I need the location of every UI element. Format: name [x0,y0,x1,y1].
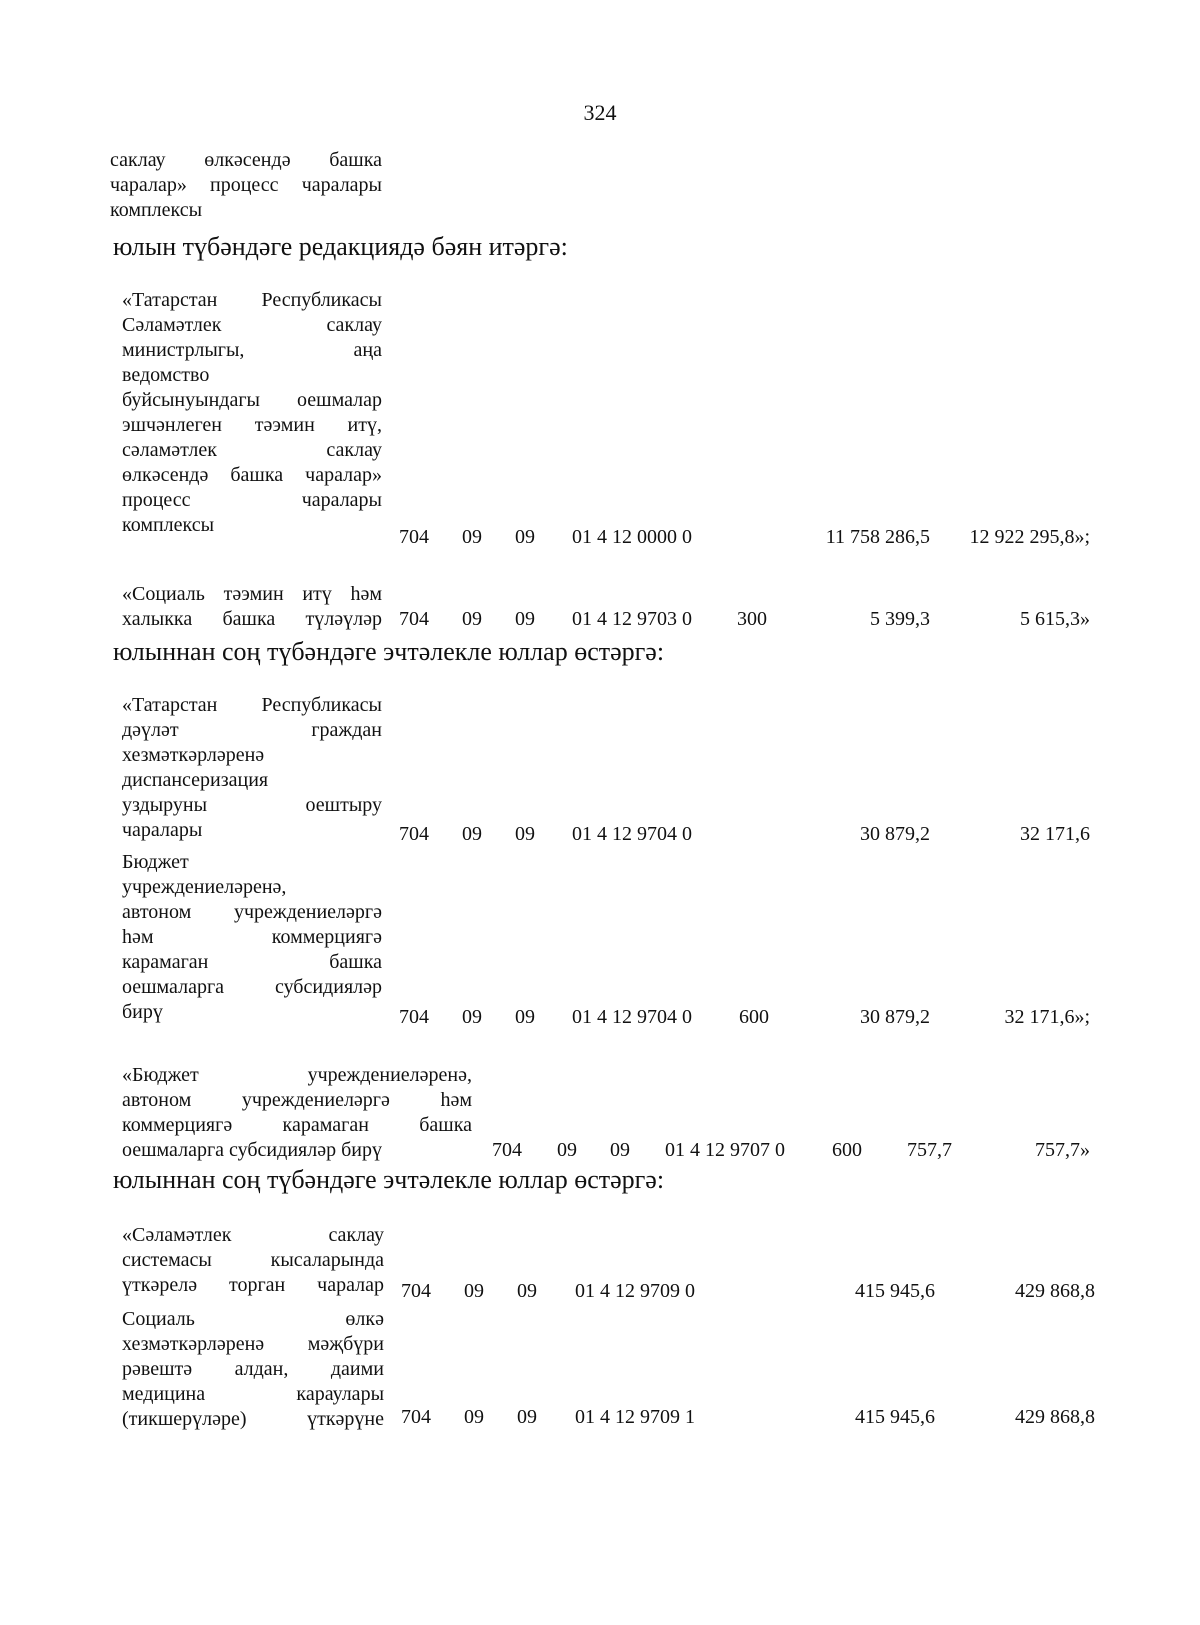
row7-line: Социаль өлкә [122,1308,384,1330]
row3-line: чаралары [122,819,203,841]
lead-text-1: юлын түбәндәге редакциядә бәян итәргә: [113,232,568,261]
row4-type: 600 [739,1006,769,1028]
lead-text-3: юлыннан соң түбәндәге эчтәлекле юллар өстәргә: [113,1165,665,1194]
row4-subsection: 09 [515,1006,535,1028]
row5-line: автоном учреждениеләргә һәм [122,1089,472,1111]
row7-line: медицина караулары [122,1383,384,1405]
row6-line: системасы кысаларында [122,1249,384,1271]
row1-chapter: 704 [399,526,429,548]
row3-chapter: 704 [399,823,429,845]
row2-chapter: 704 [399,608,429,630]
row5-description [122,1063,472,1163]
row5-type: 600 [832,1139,862,1161]
row4-line: бирү [122,1001,163,1023]
row4-section: 09 [462,1006,482,1028]
row1-line: министрлыгы, аңа [122,339,382,361]
row3-line: «Татарстан Республикасы [122,694,382,716]
row4-value-2: 32 171,6»; [1004,1006,1090,1028]
row7-chapter: 704 [401,1406,431,1428]
row2-description [122,582,382,632]
row4-description [122,850,382,1025]
row6-line: үткәрелә торган чаралар [122,1274,384,1296]
row2-line: «Социаль тәэмин итү һәм [122,583,382,605]
row1-value-2: 12 922 295,8»; [969,526,1090,548]
row3-code: 01 4 12 9704 0 [572,823,692,845]
intro-text [110,148,382,223]
row4-chapter: 704 [399,1006,429,1028]
row1-line: сәламәтлек саклау [122,439,382,461]
row1-line: эшчәнлеген тәэмин итү, [122,414,382,436]
row5-line: «Бюджет учреждениеләренә, [122,1064,472,1086]
row7-value-1: 415 945,6 [855,1406,935,1428]
row4-line: Бюджет [122,851,189,873]
row1-description [122,288,382,538]
row1-line: «Татарстан Республикасы [122,289,382,311]
row2-section: 09 [462,608,482,630]
row1-line: Сәламәтлек саклау [122,314,382,336]
row3-subsection: 09 [515,823,535,845]
row5-code: 01 4 12 9707 0 [665,1139,785,1161]
row5-line: коммерциягә карамаган башка [122,1114,472,1136]
row6-code: 01 4 12 9709 0 [575,1280,695,1302]
row7-subsection: 09 [517,1406,537,1428]
row2-subsection: 09 [515,608,535,630]
row1-line: өлкәсендә башка чаралар» [122,464,382,486]
row3-line: диспансеризация [122,769,269,791]
row3-section: 09 [462,823,482,845]
row5-subsection: 09 [610,1139,630,1161]
row4-line: карамаган башка [122,951,382,973]
row1-value-1: 11 758 286,5 [825,526,930,548]
row4-line: учреждениеләренә, [122,876,287,898]
row1-line: буйсынуындагы оешмалар [122,389,382,411]
intro-line: чаралар» процесс чаралары [110,174,382,196]
row6-line: «Сәламәтлек саклау [122,1224,384,1246]
row3-value-2: 32 171,6 [1020,823,1090,845]
row2-value-1: 5 399,3 [870,608,930,630]
row7-description [122,1307,384,1432]
row7-line: хезмәткәрләренә мәҗбүри [122,1333,384,1355]
row5-chapter: 704 [492,1139,522,1161]
row3-description [122,693,382,843]
row6-value-1: 415 945,6 [855,1280,935,1302]
row1-code: 01 4 12 0000 0 [572,526,692,548]
row1-section: 09 [462,526,482,548]
intro-line: саклау өлкәсендә башка [110,149,382,171]
page-number: 324 [583,100,617,125]
row4-value-1: 30 879,2 [860,1006,930,1028]
row4-line: һәм коммерциягә [122,926,382,948]
row5-value-1: 757,7 [907,1139,952,1161]
row4-line: оешмаларга субсидияләр [122,976,382,998]
row2-line: халыкка башка түләүләр [122,608,382,630]
row2-type: 300 [737,608,767,630]
row7-code: 01 4 12 9709 1 [575,1406,695,1428]
lead-text-2: юлыннан соң түбәндәге эчтәлекле юллар өстәргә: [113,637,665,666]
row5-value-2: 757,7» [1035,1139,1090,1161]
row2-value-2: 5 615,3» [1020,608,1090,630]
row1-line: комплексы [122,514,215,536]
row7-value-2: 429 868,8 [1015,1406,1095,1428]
row6-value-2: 429 868,8 [1015,1280,1095,1302]
row3-line: хезмәткәрләренә [122,744,265,766]
row7-line: рәвештә алдан, даими [122,1358,384,1380]
row3-line: дәүләт граждан [122,719,382,741]
row4-line: автоном учреждениеләргә [122,901,382,923]
row6-chapter: 704 [401,1280,431,1302]
row6-section: 09 [464,1280,484,1302]
row7-line: (тикшерүләре) үткәрүне [122,1408,384,1430]
intro-line: комплексы [110,199,203,221]
row2-code: 01 4 12 9703 0 [572,608,692,630]
row6-description [122,1223,384,1298]
row5-section: 09 [557,1139,577,1161]
row1-line: ведомство [122,364,210,386]
row3-value-1: 30 879,2 [860,823,930,845]
row1-line: процесс чаралары [122,489,382,511]
row4-code: 01 4 12 9704 0 [572,1006,692,1028]
row5-line: оешмаларга субсидияләр бирү [122,1139,382,1161]
row3-line: уздыруны оештыру [122,794,382,816]
row6-subsection: 09 [517,1280,537,1302]
row1-subsection: 09 [515,526,535,548]
row7-section: 09 [464,1406,484,1428]
